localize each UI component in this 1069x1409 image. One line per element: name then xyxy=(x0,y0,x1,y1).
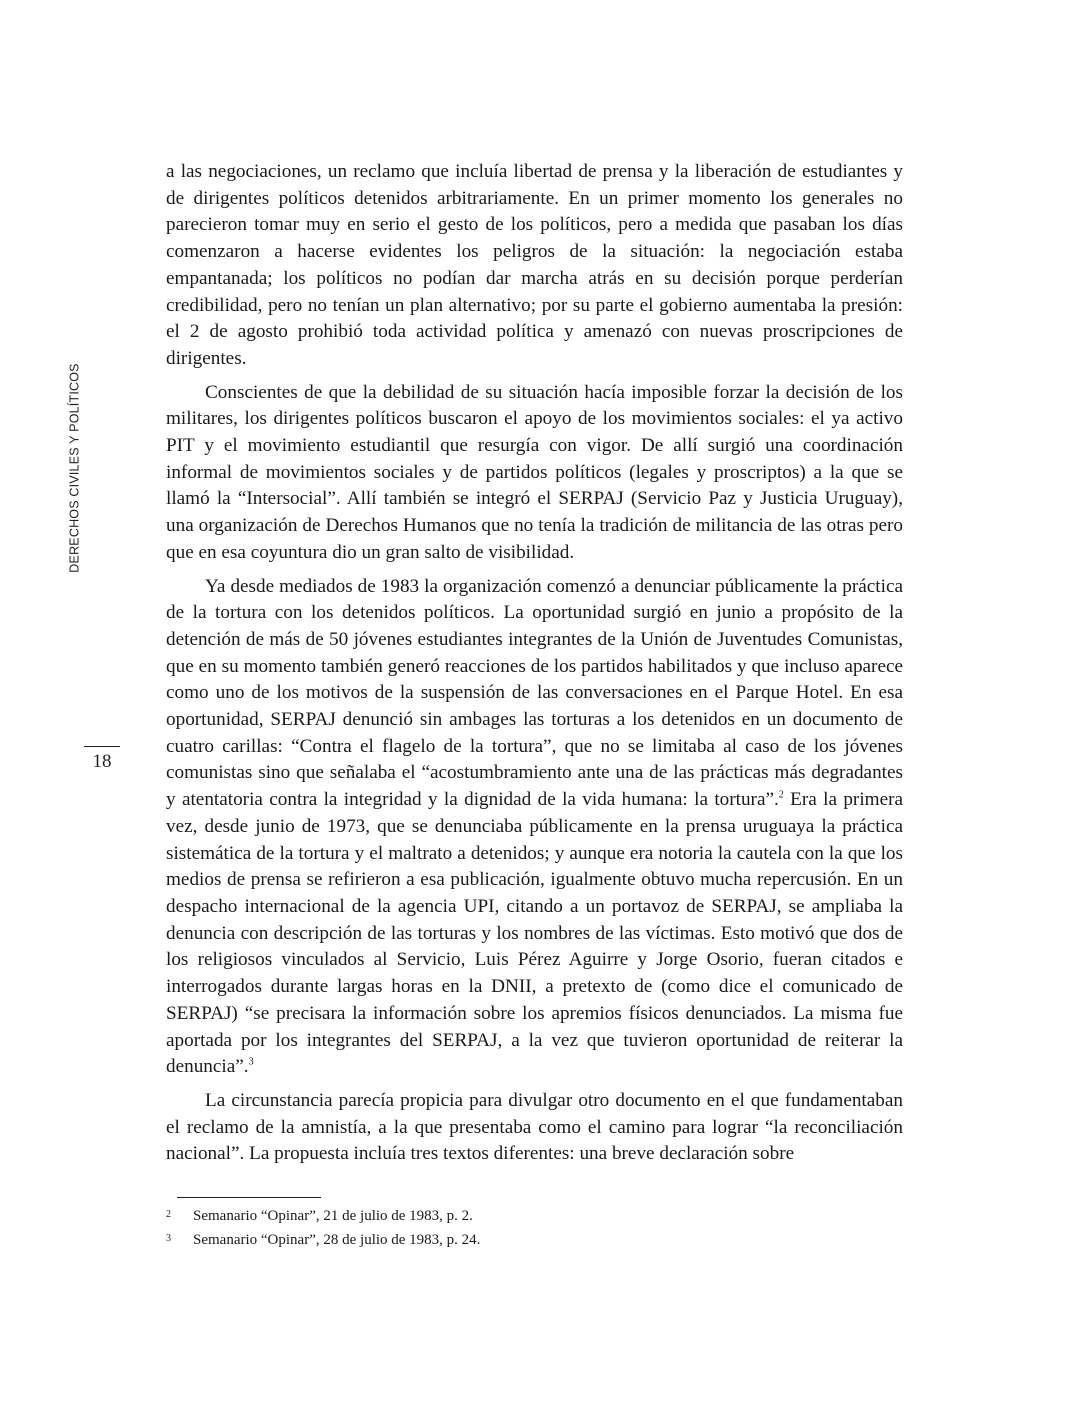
footnote-text: Semanario “Opinar”, 28 de julio de 1983, p. 24. xyxy=(193,1232,481,1248)
running-head-text: DERECHOS CIVILES Y POLÍTICOS xyxy=(68,362,82,573)
page-number-rule xyxy=(84,746,120,747)
body-text xyxy=(166,159,903,1175)
paragraph-3-part-a: Ya desde mediados de 1983 la organización comenzó a denunciar públicamente la práctica de la tortura con los detenidos políticos. La oportunidad surgió en junio a propósito de la detención de más de 50 jóvenes estudiantes integrantes de la Unión de Juventudes Comunistas, que en su momento también generó reacciones de los partidos habilitados y que incluso aparece como uno de los motivos de la suspensión de las conversaciones en el Parque Hotel. En esa oportunidad, SERPAJ denunció sin ambages las torturas a los detenidos en un documento de cuatro carillas: “Contra el flagelo de la tortura”, que no se limitaba al caso de los jóvenes comunistas sino que señalaba el “acostumbramiento ante una de las prácticas más degradantes y atentatoria contra la integridad y la dignidad de la vida humana: la tortura”. xyxy=(166,575,903,811)
footnote-text: Semanario “Opinar”, 21 de julio de 1983, p. 2. xyxy=(193,1208,473,1224)
paragraph-4: La circunstancia parecía propicia para divulgar otro documento en el que fundamentaban el reclamo de la amnistía, a la que presentaba como el camino para lograr “la reconciliación nacional”. La propuesta incluía tres textos diferentes: una breve declaración sobre xyxy=(166,1089,903,1165)
footnote-marker: 2 xyxy=(166,1209,171,1220)
paragraph-3 xyxy=(166,574,903,1081)
footnote-3 xyxy=(166,1229,903,1253)
footnote-2 xyxy=(166,1205,903,1229)
footnote-separator xyxy=(177,1197,321,1198)
running-head xyxy=(65,362,85,573)
page-number: 18 xyxy=(92,751,112,772)
footnote-ref-3[interactable]: 3 xyxy=(248,1056,254,1068)
footnotes xyxy=(166,1205,903,1253)
paragraph-3-part-b: Era la primera vez, desde junio de 1973, que se denunciaba públicamente en la prensa uruguaya la práctica sistemática de la tortura y el maltrato a detenidos; y aunque era notoria la cautela con la que los medios de prensa se refirieron a esa publicación, igualmente obtuvo mucha repercusión. En un despacho internacional de la agencia UPI, citando a un portavoz de SERPAJ, se ampliaba la denuncia con descripción de las torturas y los nombres de las víctimas. Esto motivó que dos de los religiosos vinculados al Servicio, Luis Pérez Aguirre y Jorge Osorio, fueran citados e interrogados durante largas horas en la DNII, a pretexto de (como dice el comunicado de SERPAJ) “se precisara la información sobre los apremios físicos denunciados. La misma fue aportada por los integrantes del SERPAJ, a la vez que tuvieron oportunidad de reiterar la denuncia”. xyxy=(166,789,903,1078)
footnote-marker: 3 xyxy=(166,1233,171,1244)
paragraph-2: Conscientes de que la debilidad de su situación hacía imposible forzar la decisión de los militares, los dirigentes políticos buscaron el apoyo de los movimientos sociales: el ya activo PIT y el movimiento estudiantil que resurgía con vigor. De allí surgió una coordinación informal de movimientos sociales y de partidos políticos (legales y proscriptos) a la que se llamó la “Intersocial”. Allí también se integró el SERPAJ (Servicio Paz y Justicia Uruguay), una organización de Derechos Humanos que no tenía la tradición de militancia de las otras pero que en esa coyuntura dio un gran salto de visibilidad. xyxy=(166,381,903,563)
footnote-ref-2[interactable]: 2 xyxy=(778,789,784,801)
paragraph-1: a las negociaciones, un reclamo que incluía libertad de prensa y la liberación de estudiantes y de dirigentes políticos detenidos arbitrariamente. En un primer momento los generales no parecieron tomar muy en serio el gesto de los políticos, pero a medida que pasaban los días comenzaron a hacerse evidentes los peligros de la situación: la negociación estaba empantanada; los políticos no podían dar marcha atrás en su decisión porque perderían credibilidad, pero no tenían un plan alternativo; por su parte el gobierno aumentaba la presión: el 2 de agosto prohibió toda actividad política y amenazó con nuevas proscripciones de dirigentes. xyxy=(166,161,903,369)
